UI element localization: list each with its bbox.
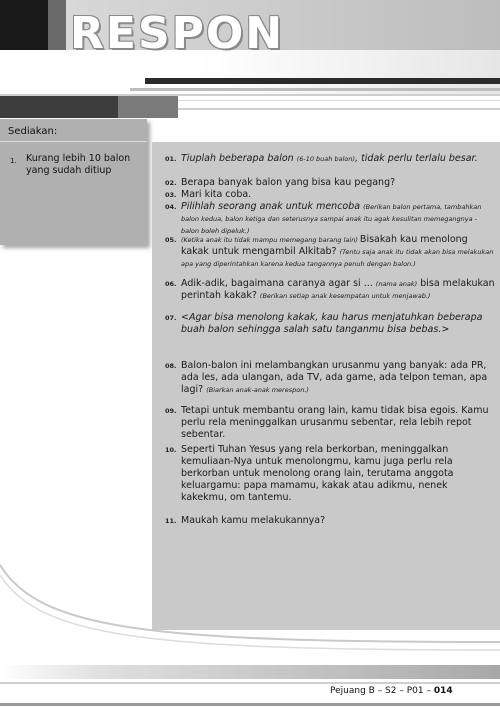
step-text: Adik-adik, bagaimana caranya agar si ... <box>181 278 376 289</box>
materials-heading: Sediakan: <box>8 126 58 137</box>
step-text: <Agar bisa menolong kakak, kau harus menjatuhkan beberapa buah balon sehingga salah satu tanganmu bisa bebas.> <box>181 312 483 335</box>
step-number: 04. <box>165 203 177 211</box>
step-item <box>165 515 495 527</box>
step-text: Bisakah kau menolong kakak untuk mengambil Alkitab? <box>181 234 468 257</box>
step-note: (Ketika anak itu tidak mampu memegang barang lain) <box>181 236 360 244</box>
footer-bottom-line <box>0 703 500 706</box>
page-title: RESPON <box>70 8 285 59</box>
step-text: Tiuplah beberapa balon <box>181 153 297 164</box>
step-item <box>165 153 495 165</box>
step-number: 05. <box>165 236 177 244</box>
materials-item-number: 1. <box>10 157 17 165</box>
footer-line <box>0 682 500 684</box>
step-note: (6-10 buah balon) <box>296 155 356 163</box>
materials-item-text: Kurang lebih 10 balon yang sudah ditiup <box>26 153 131 176</box>
decorative-curve <box>0 560 500 680</box>
header-gray-block <box>48 0 66 50</box>
materials-panel <box>0 119 147 245</box>
header-rule <box>145 78 500 84</box>
step-number: 10. <box>165 446 177 454</box>
step-text: Balon-balon ini melambangkan urusanmu yang banyak: ada PR, ada les, ada ulangan, ada TV, ada game, ada telpon teman, apa lagi? <box>181 360 488 395</box>
footer-label <box>330 686 453 696</box>
step-text: Mari kita coba. <box>181 189 252 200</box>
step-number: 06. <box>165 280 177 288</box>
header-black-block <box>0 0 48 50</box>
step-text: Berapa banyak balon yang bisa kau pegang? <box>181 177 396 188</box>
step-note: (nama anak) <box>375 280 418 288</box>
step-note: (Tentu saja anak itu tidak akan bisa melakukan apa yang diperintahkan karena kedua tangannya penuh dengan balon.) <box>181 248 494 268</box>
step-text: Tetapi untuk membantu orang lain, kamu tidak bisa egois. Kamu perlu rela meninggalkan urusanmu sebentar, rela lebih repot sebentar. <box>181 405 489 440</box>
step-number: 03. <box>165 191 177 199</box>
page-number: 014 <box>433 686 453 696</box>
step-item <box>165 444 495 504</box>
step-number: 08. <box>165 362 177 370</box>
step-text: Seperti Tuhan Yesus yang rela berkorban, meninggalkan kemuliaan-Nya untuk menolongmu, kamu juga perlu rela berkorban untuk menolong orang lain, terutama anggota keluargamu: papa mamamu, kakak atau adikmu, nenek kakekmu, om tantemu. <box>181 444 454 503</box>
step-note: (Berikan balon pertama, tambahkan balon kedua, balon ketiga dan seterusnya sampai anak itu agak kesulitan memegangnya - balon boleh dipeluk.) <box>181 203 482 235</box>
step-item <box>165 201 495 237</box>
step-item <box>165 312 495 336</box>
footer-bar <box>0 665 500 679</box>
step-number: 09. <box>165 407 177 415</box>
step-item <box>165 405 495 441</box>
step-number: 07. <box>165 314 177 322</box>
step-item <box>165 189 495 201</box>
step-text: Pilihlah seorang anak untuk mencoba <box>181 201 364 212</box>
step-text: bisa melakukan perintah kakak? <box>181 278 495 301</box>
header-rule-light <box>130 88 500 91</box>
step-item <box>165 360 495 396</box>
section-gray-block <box>118 96 178 118</box>
section-dark-block <box>0 96 118 118</box>
step-text: , tidak perlu terlalu besar. <box>355 153 478 164</box>
step-item <box>165 278 495 302</box>
step-note: (Berikan setiap anak kesempatan untuk menjawab.) <box>259 292 431 300</box>
step-note: (Biarkan anak-anak merespon.) <box>206 386 309 394</box>
step-number: 02. <box>165 179 177 187</box>
step-number: 01. <box>165 155 177 163</box>
step-text: Maukah kamu melakukannya? <box>181 515 326 526</box>
divider <box>0 141 147 142</box>
step-number: 11. <box>165 517 177 525</box>
step-item <box>165 234 495 270</box>
footer-series: Pejuang B – S2 – P01 – <box>330 686 434 696</box>
step-item <box>165 177 495 189</box>
